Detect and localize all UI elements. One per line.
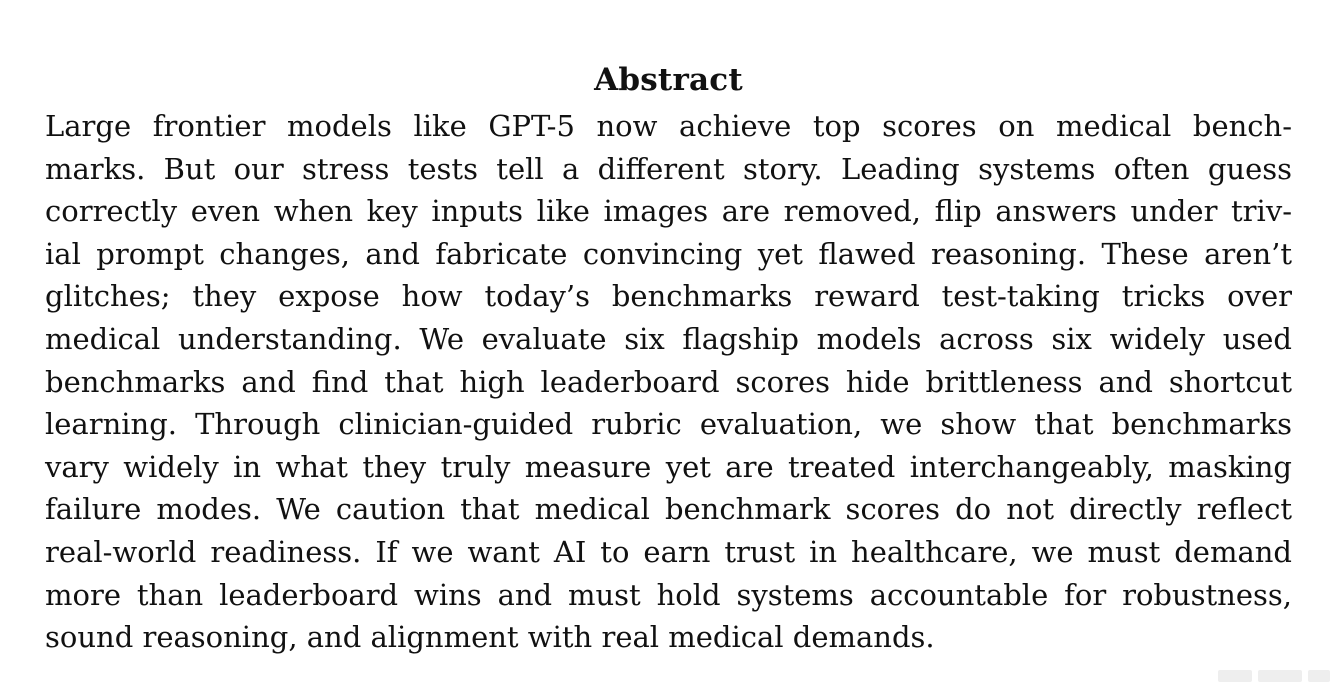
abstract-line: real-world readiness. If we want AI to earn trust in healthcare, we must demand (45, 534, 1292, 569)
abstract-line: Large frontier models like GPT-5 now achieve top scores on medical bench- (45, 109, 1292, 143)
abstract-line: medical understanding. We evaluate six flagship models across six widely used (45, 321, 1292, 356)
watermark-block (1258, 670, 1302, 682)
watermark-block (1308, 670, 1330, 682)
abstract-line: glitches; they expose how today’s benchmarks reward test-taking tricks over (45, 279, 1292, 314)
abstract-line: failure modes. We caution that medical benchmark scores do not directly reflect (45, 492, 1292, 527)
abstract-line: sound reasoning, and alignment with real medical demands. (45, 620, 935, 655)
abstract-line: marks. But our stress tests tell a different story. Leading systems often guess (45, 151, 1292, 186)
abstract-line: vary widely in what they truly measure yet are treated interchangeably, masking (45, 449, 1292, 484)
abstract-section (45, 56, 1292, 659)
abstract-paragraph (45, 105, 1292, 659)
abstract-heading: Abstract (594, 62, 743, 98)
watermark-block (1218, 670, 1252, 682)
watermark-mark (1218, 670, 1330, 682)
abstract-line: ial prompt changes, and fabricate convincing yet flawed reasoning. These aren’t (45, 236, 1292, 271)
abstract-line: more than leaderboard wins and must hold systems accountable for robustness, (45, 577, 1292, 612)
abstract-line: benchmarks and find that high leaderboard scores hide brittleness and shortcut (45, 364, 1292, 399)
abstract-line: correctly even when key inputs like images are removed, flip answers under triv- (45, 194, 1292, 229)
abstract-line: learning. Through clinician-guided rubric evaluation, we show that benchmarks (45, 407, 1292, 442)
